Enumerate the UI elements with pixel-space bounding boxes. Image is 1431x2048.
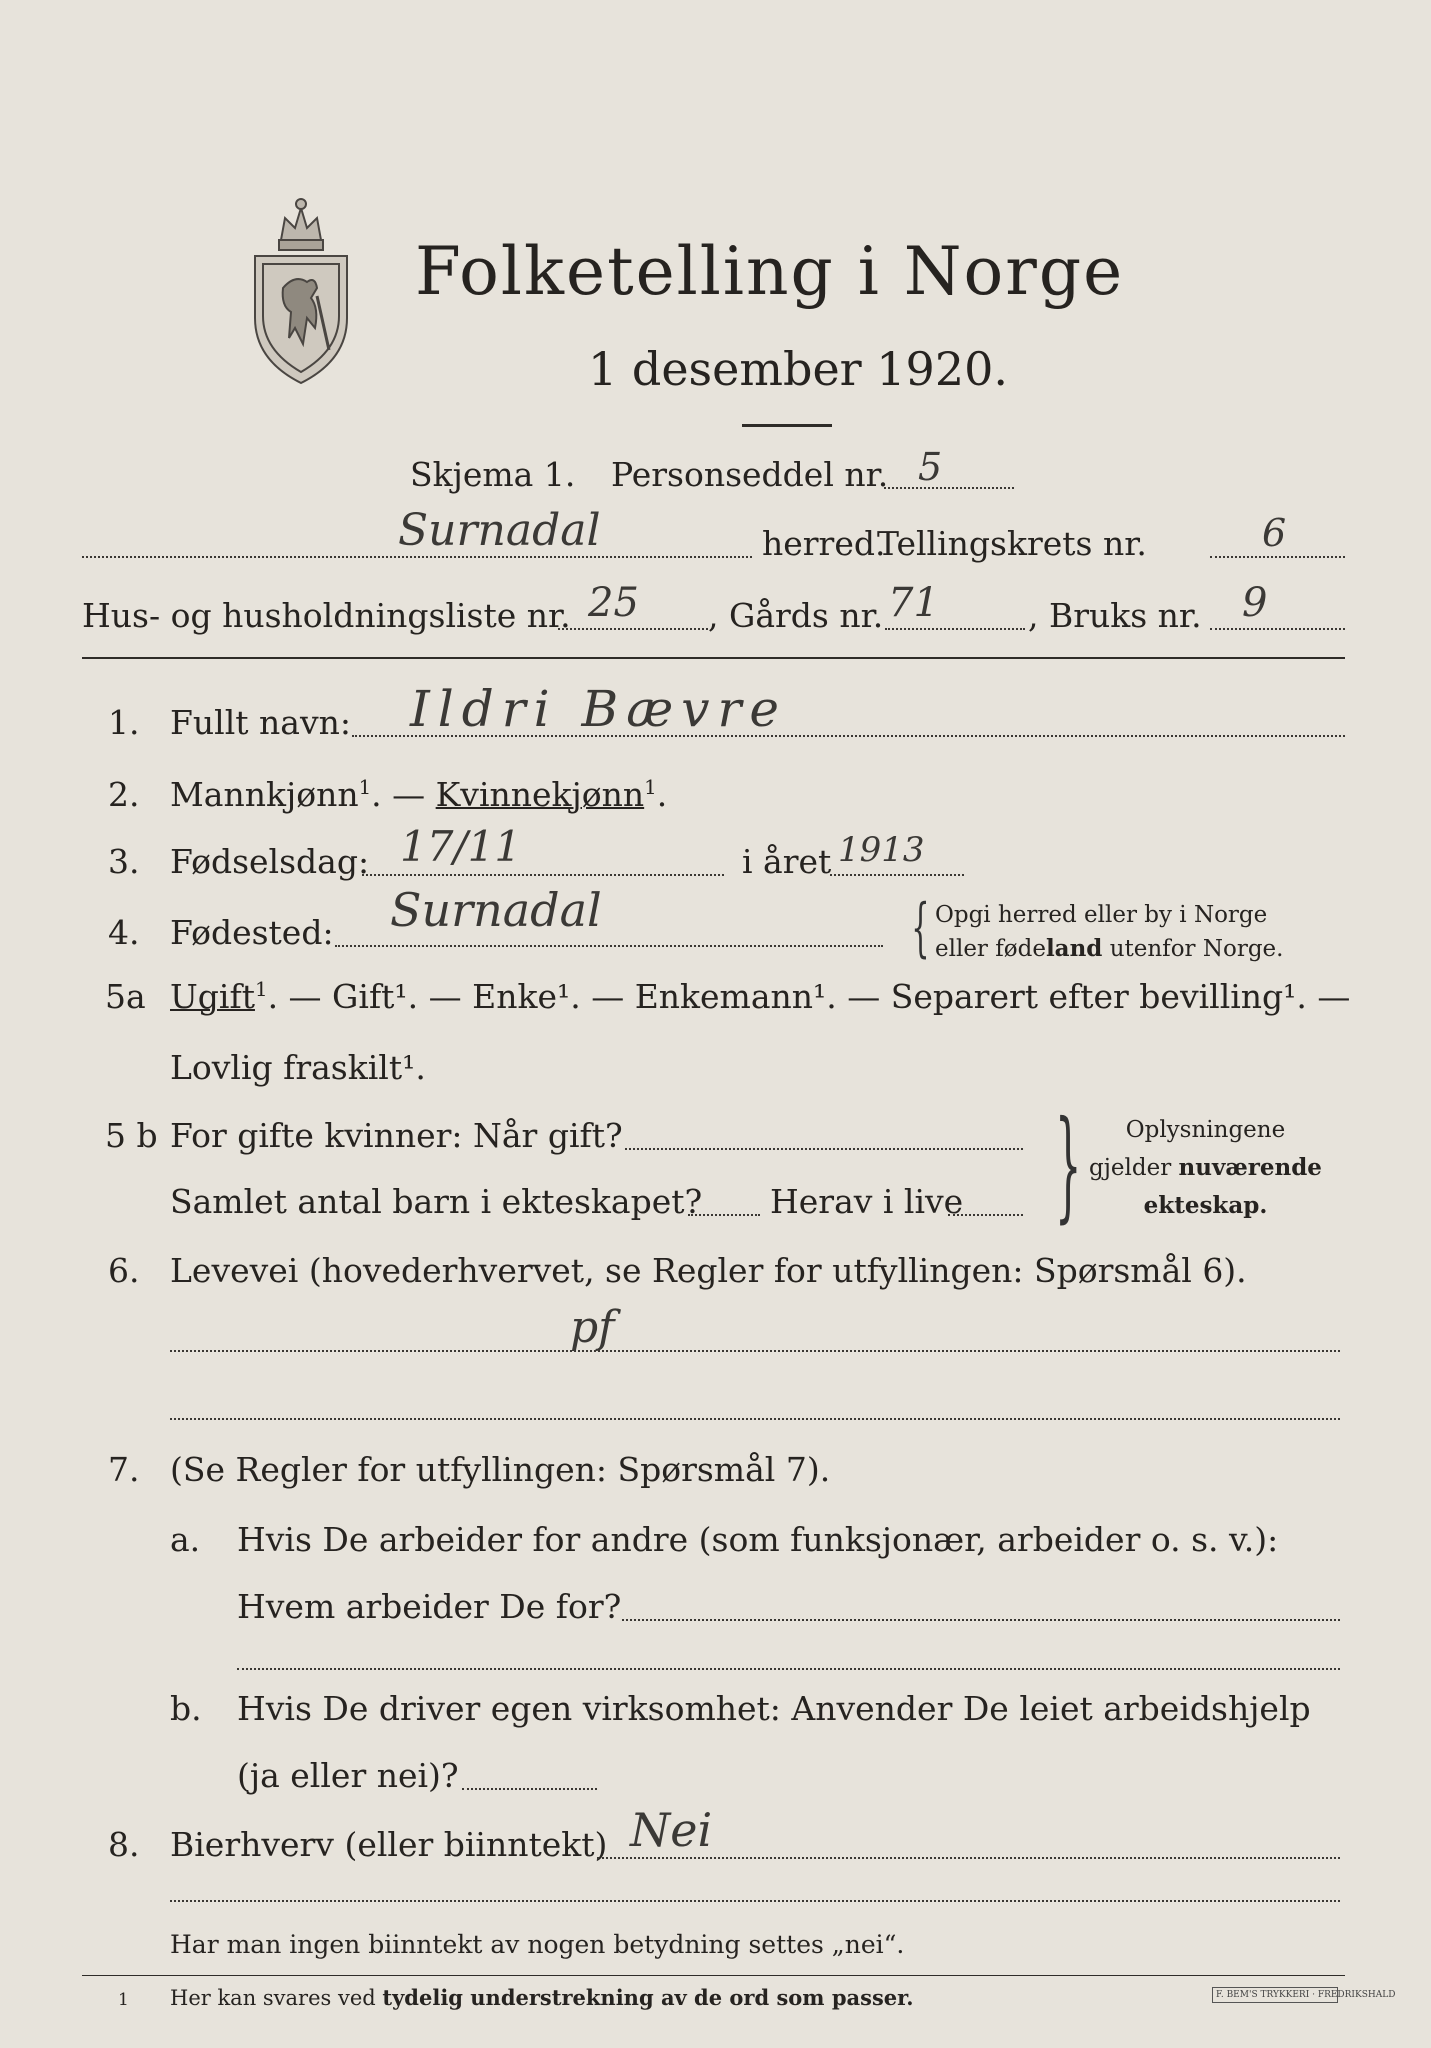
q8-label: Bierhverv (eller biinntekt): [170, 1825, 608, 1864]
children-total-dotline[interactable]: [688, 1214, 760, 1216]
birthplace-dotline: [335, 945, 883, 947]
footnote-text: Her kan svares ved tydelig understrekning av de ord som passer.: [170, 1985, 914, 2010]
occupation-value[interactable]: pf: [570, 1302, 615, 1353]
gards-label: , Gårds nr.: [708, 596, 884, 635]
personseddel-label: Personseddel nr.: [611, 455, 889, 494]
children-alive-dotline[interactable]: [948, 1214, 1023, 1216]
year-dotline: [830, 874, 964, 876]
q7b-label: (ja eller nei)?: [237, 1756, 459, 1795]
footer-note: Har man ingen biinntekt av nogen betydning settes „nei“.: [170, 1930, 905, 1959]
side-income-dotline: [597, 1857, 1340, 1859]
q3-label: Fødselsdag:: [170, 842, 370, 881]
q5b-note: Oplysningene gjelder nuværende ekteskap.: [1089, 1117, 1322, 1219]
q7b-letter: b.: [170, 1689, 202, 1728]
form-title: Folketelling i Norge: [415, 233, 1125, 310]
hired-help-dotline[interactable]: [462, 1788, 597, 1790]
side-income-value[interactable]: Nei: [630, 1803, 713, 1857]
q2-number: 2.: [108, 775, 140, 814]
gender-options: Mannkjønn$^1$. — Kvinnekjønn$^1$.: [170, 775, 668, 814]
gender-female-option[interactable]: Kvinnekjønn: [435, 775, 645, 814]
bruks-label: , Bruks nr.: [1028, 596, 1202, 635]
q5b-alive-label: Herav i live: [770, 1182, 964, 1221]
personseddel-dotline: [884, 487, 1014, 489]
q7-number: 7.: [108, 1450, 140, 1489]
marital-status-options: Ugift$^1$. — Gift¹. — Enke¹. — Enkemann¹. — Separert efter bevilling¹. —: [170, 977, 1351, 1016]
tellingskrets-value[interactable]: 6: [1262, 511, 1287, 555]
full-name-value[interactable]: Ildri Bævre: [410, 680, 788, 738]
q7a-letter: a.: [170, 1520, 201, 1559]
q5a-number: 5a: [105, 977, 146, 1016]
q7a-text: Hvis De arbeider for andre (som funksjonær, arbeider o. s. v.):: [237, 1520, 1279, 1559]
husliste-value[interactable]: 25: [588, 580, 639, 626]
herred-value[interactable]: Surnadal: [398, 505, 601, 556]
tellingskrets-dotline: [1210, 556, 1345, 558]
q7-label: (Se Regler for utfyllingen: Spørsmål 7).: [170, 1450, 831, 1489]
marital-ugift-option[interactable]: Ugift: [170, 977, 255, 1016]
occupation-dotline-2[interactable]: [170, 1418, 1340, 1420]
married-when-dotline[interactable]: [625, 1148, 1023, 1150]
census-date: 1 desember 1920.: [588, 342, 1008, 396]
coat-of-arms-icon: [245, 178, 357, 388]
marital-other-options[interactable]: . — Gift¹. — Enke¹. — Enkemann¹. — Separert efter bevilling¹. —: [267, 977, 1351, 1016]
gender-male-option[interactable]: Mannkjønn: [170, 775, 359, 814]
birth-year-value[interactable]: 1913: [838, 830, 925, 870]
q5b-number: 5 b: [105, 1116, 158, 1155]
q4-number: 4.: [108, 913, 140, 952]
q4-label: Fødested:: [170, 913, 334, 952]
gards-value[interactable]: 71: [888, 580, 939, 626]
q1-label: Fullt navn:: [170, 703, 351, 742]
herred-label: herred.: [762, 524, 886, 563]
q3-number: 3.: [108, 842, 140, 881]
husliste-dotline: [558, 628, 708, 630]
q5b-children-label: Samlet antal barn i ekteskapet?: [170, 1182, 703, 1221]
employer-dotline-2[interactable]: [237, 1668, 1340, 1670]
birthplace-note-brace: {: [911, 891, 930, 965]
year-label: i året: [742, 842, 832, 881]
side-income-dotline-2[interactable]: [170, 1900, 1340, 1902]
q7b-text: Hvis De driver egen virksomhet: Anvender De leiet arbeidshjelp: [237, 1689, 1311, 1728]
occupation-dotline-1: [170, 1350, 1340, 1352]
tellingskrets-label: Tellingskrets nr.: [877, 524, 1147, 563]
q7a-employer-label: Hvem arbeider De for?: [237, 1587, 622, 1626]
q1-number: 1.: [108, 703, 140, 742]
bruks-value[interactable]: 9: [1242, 580, 1268, 626]
gards-dotline: [885, 628, 1025, 630]
husliste-label: Hus- og husholdningsliste nr.: [82, 596, 571, 635]
birthday-dotline: [362, 874, 724, 876]
employer-dotline-1[interactable]: [622, 1619, 1340, 1621]
header-divider: [82, 657, 1345, 659]
printer-stamp: F. BEM'S TRYKKERI · FREDRIKSHALD: [1212, 1987, 1338, 2003]
schema-label: Skjema 1.: [410, 455, 576, 494]
footnote-number: 1: [118, 1990, 129, 2010]
bruks-dotline: [1210, 628, 1345, 630]
q5b-married-label: For gifte kvinner: Når gift?: [170, 1116, 623, 1155]
title-divider: [742, 424, 832, 427]
q6-label: Levevei (hovederhvervet, se Regler for utfyllingen: Spørsmål 6).: [170, 1251, 1247, 1290]
birthday-value[interactable]: 17/11: [400, 822, 522, 871]
marital-fraskilt-option[interactable]: Lovlig fraskilt¹.: [170, 1048, 426, 1087]
birthplace-value[interactable]: Surnadal: [390, 883, 602, 937]
herred-dotline: [82, 556, 752, 558]
birthplace-note: Opgi herred eller by i Norge eller fødeland utenfor Norge.: [935, 902, 1284, 962]
personseddel-value[interactable]: 5: [918, 445, 943, 489]
footer-divider: [82, 1975, 1345, 1976]
q8-number: 8.: [108, 1825, 140, 1864]
q6-number: 6.: [108, 1251, 140, 1290]
q5b-note-brace: }: [1054, 1096, 1082, 1235]
